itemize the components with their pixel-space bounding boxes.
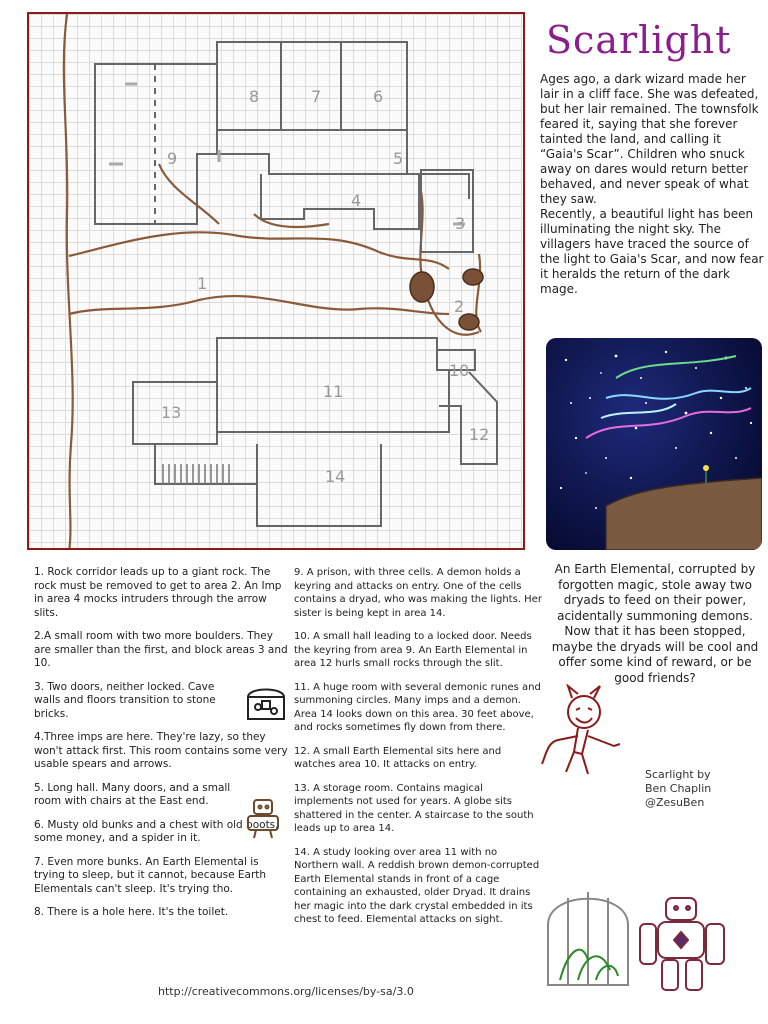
intro-paragraph-2: Recently, a beautiful light has been illuminating the night sky. The villagers have traced the source of the light to Gaia's Scar, and now fear it heralds the return of the dark mage. xyxy=(540,207,764,296)
glowing-flower xyxy=(703,465,709,483)
area-3-description: 3. Two doors, neither locked. Cave walls and floors transition to stone bricks. xyxy=(34,680,216,720)
area-8-description: 8. There is a hole here. It's the toilet. xyxy=(34,906,229,918)
treasure-chest-icon xyxy=(244,683,288,723)
area-13-description: 13. A storage room. Contains magical implements not used for years. A globe sits shattered in the center. A staircase to the south leads up to area 14. xyxy=(294,782,534,834)
room-3-label: 3 xyxy=(455,214,466,233)
room-1-label: 1 xyxy=(197,274,208,293)
area-list-right xyxy=(294,566,544,937)
area-5-description: 5. Long hall. Many doors, and a small room with chairs at the East end. xyxy=(34,781,231,807)
intro-text xyxy=(540,72,765,297)
earth-elemental-icon xyxy=(636,894,732,994)
page-title: Scarlight xyxy=(546,18,732,62)
room-6-label: 6 xyxy=(373,87,384,106)
dungeon-map xyxy=(27,12,525,550)
area-2-description: 2.A small room with two more boulders. They are smaller than the first, and block areas 3 and 10. xyxy=(34,630,288,669)
area-list-left xyxy=(34,566,289,930)
aurora-lights xyxy=(586,356,751,438)
doors xyxy=(109,84,465,224)
imp-icon xyxy=(538,684,630,780)
credit-line-1: Scarlight by xyxy=(645,768,711,781)
room-9-label: 9 xyxy=(167,149,178,168)
night-sky-drawing xyxy=(546,338,762,550)
cliff xyxy=(606,478,762,550)
room-8-label: 8 xyxy=(249,87,260,106)
night-sky-image xyxy=(546,338,762,550)
room-13-label: 13 xyxy=(161,403,182,422)
room-5-label: 5 xyxy=(393,149,404,168)
staircase xyxy=(163,464,229,484)
area-7-description: 7. Even more bunks. An Earth Elemental is trying to sleep, but it cannot, because Earth Elementals can't sleep. It's trying tho. xyxy=(34,855,267,895)
credit-line-3: @ZesuBen xyxy=(645,796,705,809)
ending-text: An Earth Elemental, corrupted by forgotten magic, stole away two dryads to feed on their power, acidentally summoning demons. Now that it has been stopped, maybe the dryads will be cool and offer some kind of reward, or be good friends? xyxy=(551,562,759,685)
map-drawing xyxy=(29,14,525,550)
area-4-description: 4.Three imps are here. They're lazy, so they won't attack first. This room contains some very usable spears and arrows. xyxy=(34,731,288,770)
room-11-label: 11 xyxy=(323,382,344,401)
golem-icon xyxy=(242,798,284,840)
room-2-label: 2 xyxy=(454,297,465,316)
intro-paragraph-1: Ages ago, a dark wizard made her lair in a cliff face. She was defeated, but her lair remained. The townsfolk feared it, saying that she forever tainted the land, and calling it “Gaia's Scar”. Children who snuck away on dares would return better behaved, and never speak of what they saw. xyxy=(540,72,759,206)
area-10-description: 10. A small hall leading to a locked door. Needs the keyring from area 9. An Earth Elemental in area 12 hurls small rocks through the slit. xyxy=(294,631,532,669)
license-link[interactable]: http://creativecommons.org/licenses/by-sa/3.0 xyxy=(158,985,414,998)
area-9-description: 9. A prison, with three cells. A demon holds a keyring and attacks on entry. One of the cells contains a dryad, who was making the lights. Her sister is being kept in area 14. xyxy=(294,567,542,619)
author-credit xyxy=(645,768,755,810)
area-6-description: 6. Musty old bunks and a chest with old boots, some money, and a spider in it. xyxy=(34,818,279,844)
area-1-description: 1. Rock corridor leads up to a giant rock. The rock must be removed to get to area 2. An Imp in area 4 mocks intruders through the arrow slits. xyxy=(34,566,282,619)
cage-icon xyxy=(538,880,638,990)
boulders xyxy=(410,269,483,330)
area-14-description: 14. A study looking over area 11 with no Northern wall. A reddish brown demon-corrupted Earth Elemental stands in front of a cage containing an exhausted, older Dryad. It drains her magic into the dark crystal embedded in its chest to feed. Elemental attacks on sight. xyxy=(294,846,540,925)
area-11-description: 11. A huge room with several demonic runes and summoning circles. Many imps and a demon. Area 14 looks down on this area. 30 feet above, and rocks sometimes fly down from there. xyxy=(294,681,541,733)
room-12-label: 12 xyxy=(469,425,490,444)
credit-line-2: Ben Chaplin xyxy=(645,782,712,795)
room-10-label: 10 xyxy=(449,361,470,380)
area-12-description: 12. A small Earth Elemental sits here and watches area 10. It attacks on entry. xyxy=(294,745,502,770)
room-4-label: 4 xyxy=(351,191,362,210)
room-7-label: 7 xyxy=(311,87,322,106)
room-14-label: 14 xyxy=(325,467,346,486)
building-walls xyxy=(95,42,497,526)
